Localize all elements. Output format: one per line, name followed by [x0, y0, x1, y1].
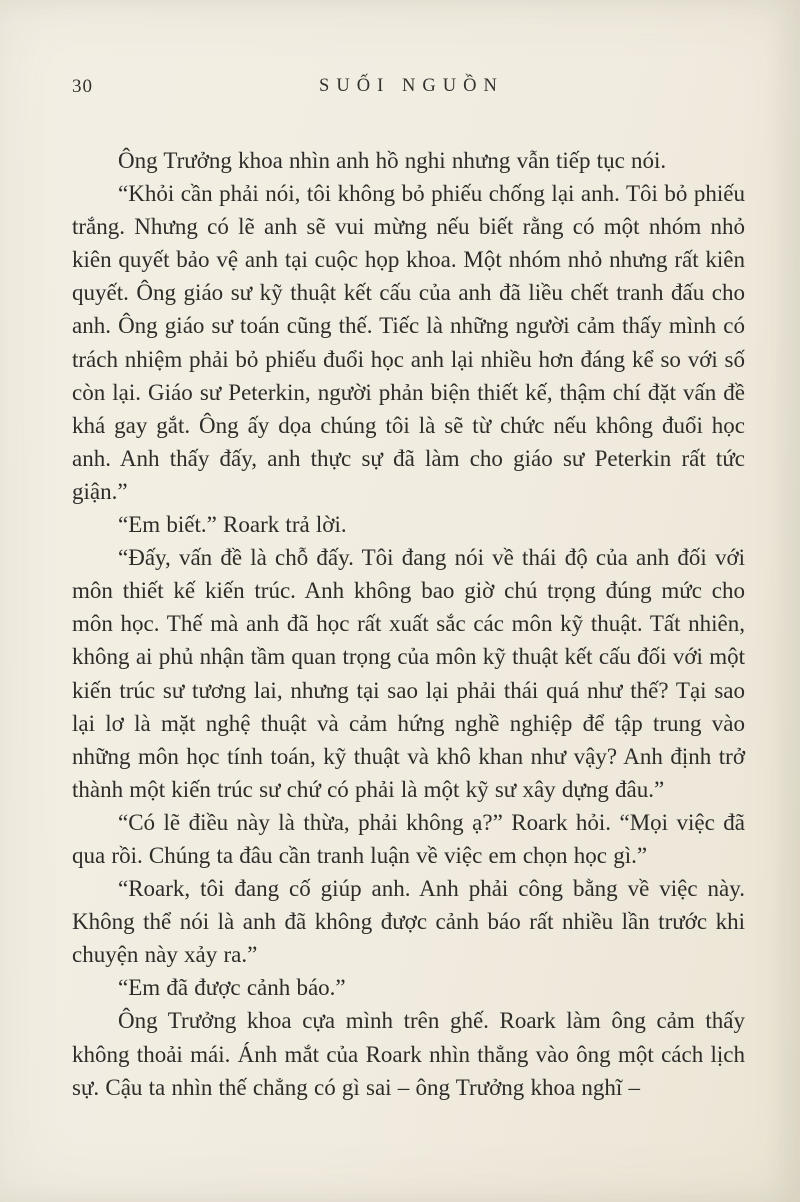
paragraph-roark-reply-1: “Em biết.” Roark trả lời. [118, 512, 347, 538]
paragraph-dean-warning: “Roark, tôi đang cố giúp anh. Anh phải công bằng về việc này. Không thể nói là anh đã không được cảnh báo rất nhiều lần trước khi chuyện này xảy ra.” [72, 876, 745, 968]
paragraph-dean-vote: “Khỏi cần phải nói, tôi không bỏ phiếu chống lại anh. Tôi bỏ phiếu trắng. Nhưng có lẽ anh sẽ vui mừng nếu biết rằng có một nhóm nhỏ kiên quyết bảo vệ anh tại cuộc họp khoa. Một nhóm nhỏ nhưng rất kiên quyết. Ông giáo sư kỹ thuật kết cấu của anh đã liều chết tranh đấu cho anh. Ông giáo sư toán cũng thế. Tiếc là những người cảm thấy mình có trách nhiệm phải bỏ phiếu đuổi học anh lại nhiều hơn đáng kể so với số còn lại. Giáo sư Peterkin, người phản biện thiết kế, thậm chí đặt vấn đề khá gay gắt. Ông ấy dọa chúng tôi là sẽ từ chức nếu không đuổi học anh. Anh thấy đấy, anh thực sự đã làm cho giáo sư Peterkin rất tức giận.” [72, 181, 745, 504]
paragraph-dean-uncomfortable: Ông Trưởng khoa cựa mình trên ghế. Roark làm ông cảm thấy không thoải mái. Ánh mắt của Roark nhìn thẳng vào ông một cách lịch sự. Cậu ta nhìn thế chẳng có gì sai – ông Trưởng khoa nghĩ – [72, 1008, 745, 1100]
paragraph-roark-question: “Có lẽ điều này là thừa, phải không ạ?” Roark hỏi. “Mọi việc đã qua rồi. Chúng ta đâu cần tranh luận về việc em chọn học gì.” [72, 809, 745, 868]
paragraph-dean-speaks: Ông Trưởng khoa nhìn anh hồ nghi nhưng vẫn tiếp tục nói. [118, 148, 667, 173]
paragraph-dean-attitude: “Đấy, vấn đề là chỗ đấy. Tôi đang nói về thái độ của anh đối với môn thiết kế kiến trúc. Anh không bao giờ chú trọng đúng mức cho môn học. Thế mà anh đã học rất xuất sắc các môn kỹ thuật. Tất nhiên, không ai phủ nhận tầm quan trọng của môn kỹ thuật kết cấu đối với một kiến trúc sư tương lai, nhưng tại sao lại phải thái quá như thế? Tại sao lại lơ là mặt nghệ thuật và cảm hứng nghề nghiệp để tập trung vào những môn học tính toán, kỹ thuật và khô khan như vậy? Anh định trở thành một kiến trúc sư chứ có phải là một kỹ sư xây dựng đâu.” [72, 545, 745, 802]
page-body [72, 144, 745, 1104]
page-header [72, 76, 744, 102]
running-title: SUỐI NGUỒN [319, 76, 504, 96]
page-number: 30 [72, 76, 93, 97]
paragraph-roark-reply-2: “Em đã được cảnh báo.” [118, 975, 346, 1001]
